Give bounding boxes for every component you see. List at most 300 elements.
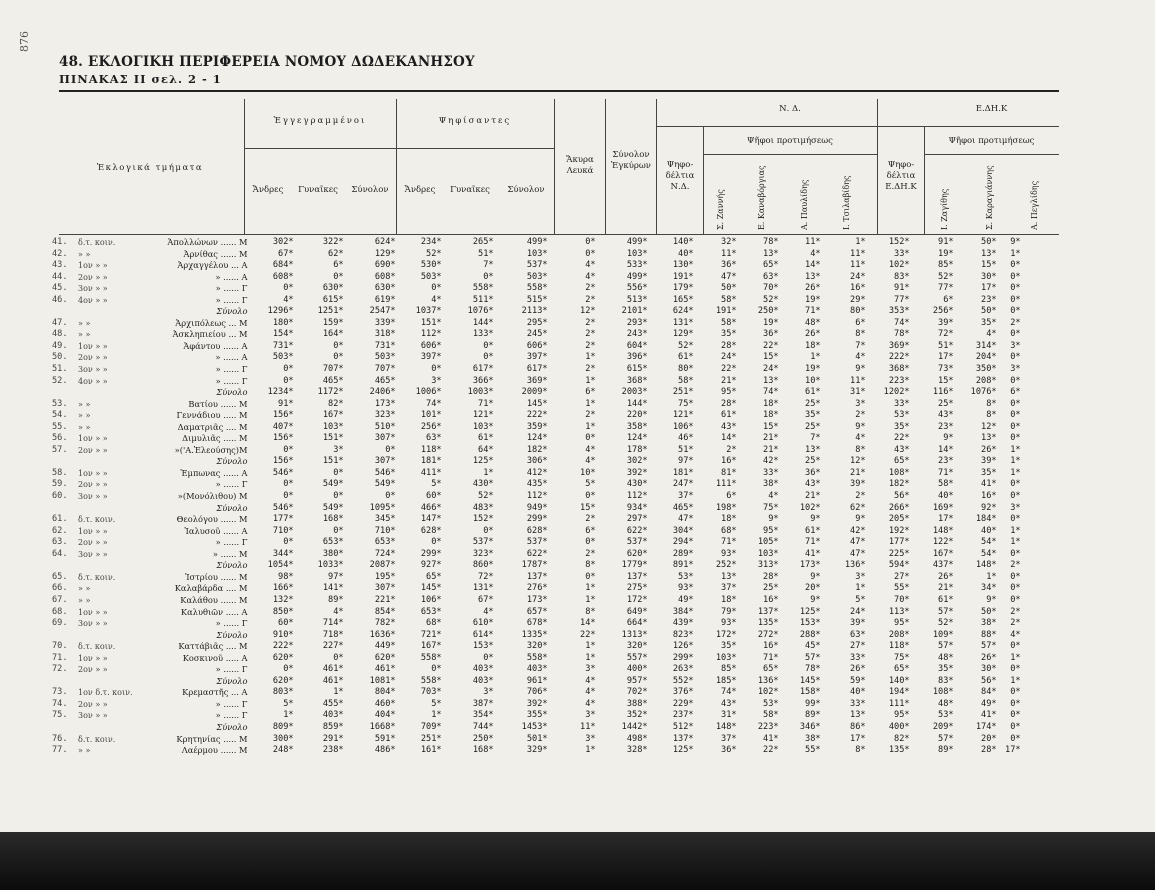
table-row [52, 341, 1021, 353]
row-value: 38* [763, 479, 779, 490]
row-value: 604* [626, 340, 648, 351]
row-value: 782* [374, 618, 396, 629]
row-value: 16* [721, 456, 737, 467]
row-value: 51* [678, 444, 694, 455]
table-row [52, 479, 1021, 491]
row-value: 179* [672, 283, 694, 294]
row-value: 15* [938, 375, 954, 386]
header-sections: Ἐκλογικά τμήματα [96, 163, 204, 173]
row-municipality-type [78, 722, 133, 734]
row-value: 53* [678, 571, 694, 582]
row-value: 38* [805, 733, 821, 744]
table-row [52, 687, 1021, 699]
row-municipality-type: δ.τ. κοιν. [78, 515, 116, 525]
row-value: 83* [894, 271, 910, 282]
row-value: 73* [938, 364, 954, 375]
row-value: 47* [721, 271, 737, 282]
row-value: 46* [678, 433, 694, 444]
row-section-name: Λαέρμου ...... Μ [181, 745, 248, 756]
row-value: 368* [626, 375, 648, 386]
row-value: 664* [626, 618, 648, 629]
row-value: 40* [678, 248, 694, 259]
row-value: 161* [420, 745, 442, 756]
row-value: 21* [805, 491, 821, 502]
header-vot-total: Σύνολον [507, 185, 545, 195]
total-row [52, 560, 1021, 572]
row-value: 37* [721, 733, 737, 744]
row-value: 27* [850, 641, 866, 652]
row-value: 172* [715, 629, 737, 640]
row-value: 27* [894, 571, 910, 582]
row-value: 15* [763, 352, 779, 363]
row-value: 144* [626, 398, 648, 409]
row-value: 322* [322, 237, 344, 247]
row-value: 209* [932, 721, 954, 732]
row-value: 4* [986, 329, 997, 340]
row-value: 180* [272, 317, 294, 328]
row-value: 0* [585, 491, 596, 502]
row-municipality-type: » » [78, 584, 91, 594]
row-value: 0* [483, 271, 494, 282]
row-value: 26* [938, 571, 954, 582]
row-value: 68* [721, 525, 737, 536]
row-value: 52* [763, 294, 779, 305]
row-section-name: Ἀφάντου ...... Α [183, 340, 248, 351]
row-value: 177* [272, 514, 294, 525]
row-value: 95* [763, 525, 779, 536]
row-value: 2547* [369, 306, 396, 317]
row-value: 498* [626, 733, 648, 744]
row-value: 77* [938, 283, 954, 294]
row-value: 28* [981, 745, 997, 756]
row-value: 18* [721, 594, 737, 605]
row-section-name: Δαματριᾶς .... Μ [177, 421, 248, 432]
row-value: 64* [478, 444, 494, 455]
row-section-name: Ἀρχιπόλεως ... Μ [175, 317, 248, 328]
row-value: 24* [850, 271, 866, 282]
row-value: 252* [715, 560, 737, 571]
row-value: 129* [374, 248, 396, 259]
row-value: 2003* [621, 387, 648, 398]
row-value: 156* [272, 456, 294, 467]
row-value: 50* [981, 237, 997, 247]
row-value: 154* [272, 329, 294, 340]
row-value: 71* [478, 398, 494, 409]
row-value: 62* [850, 502, 866, 513]
row-value: 13* [805, 271, 821, 282]
row-value: 1* [333, 687, 344, 698]
row-value: 25* [805, 421, 821, 432]
row-value: 14* [805, 260, 821, 271]
row-value: 152* [472, 514, 494, 525]
row-value: 2* [855, 491, 866, 502]
row-value: 222* [272, 641, 294, 652]
row-value: 29* [850, 294, 866, 305]
row-value: 22* [580, 629, 596, 640]
row-value: 19* [805, 364, 821, 375]
row-value: 43* [938, 410, 954, 421]
row-value: 620* [272, 675, 294, 686]
row-municipality-type: 3ον » » [78, 365, 108, 375]
row-value: 307* [374, 456, 396, 467]
row-value: 8* [855, 444, 866, 455]
row-value: 256* [420, 421, 442, 432]
table-row [52, 318, 1021, 330]
row-value: 13* [805, 444, 821, 455]
row-value: 102* [799, 502, 821, 513]
row-municipality-type: 1ον » » [78, 434, 108, 444]
row-value: 250* [757, 306, 779, 317]
row-value: 11* [850, 375, 866, 386]
row-value: 131* [472, 583, 494, 594]
row-value: 137* [626, 571, 648, 582]
row-value: 31* [850, 387, 866, 398]
row-value: 63* [850, 629, 866, 640]
row-value: 5* [283, 698, 294, 709]
row-value: 2* [585, 364, 596, 375]
row-value: 0* [283, 491, 294, 502]
row-value: 276* [526, 583, 548, 594]
row-value: 164* [322, 329, 344, 340]
row-value: 1* [810, 352, 821, 363]
row-value: 78* [894, 329, 910, 340]
row-value: 148* [975, 560, 997, 571]
row-value: 35* [894, 421, 910, 432]
row-value: 70* [763, 283, 779, 294]
table-row [52, 572, 1021, 584]
row-municipality-type [78, 630, 133, 642]
row-value: 8* [855, 329, 866, 340]
header-valid: Σύνολον Ἐγκύρων [611, 150, 651, 171]
row-value: 103* [715, 652, 737, 663]
row-number: 63. [52, 537, 68, 548]
row-section-name: Σύνολο [216, 629, 248, 640]
row-section-name: Διμυλιᾶς ..... Μ [182, 433, 248, 444]
row-value: 8* [585, 560, 596, 571]
row-value: 558* [472, 283, 494, 294]
row-value: 116* [932, 387, 954, 398]
row-value: 707* [374, 364, 396, 375]
row-value: 388* [626, 698, 648, 709]
row-value: 0* [1010, 594, 1021, 605]
row-value: 65* [763, 664, 779, 675]
row-value: 67* [278, 248, 294, 259]
row-value: 24* [721, 352, 737, 363]
row-value: 141* [322, 583, 344, 594]
row-value: 85* [721, 664, 737, 675]
row-value: 1054* [267, 560, 294, 571]
table-row [52, 364, 1021, 376]
row-value: 14* [721, 433, 737, 444]
row-value: 0* [333, 652, 344, 663]
row-value: 11* [580, 721, 596, 732]
row-value: 208* [888, 629, 910, 640]
row-value: 1251* [317, 306, 344, 317]
row-value: 52* [426, 248, 442, 259]
row-value: 0* [483, 652, 494, 663]
row-value: 57* [938, 733, 954, 744]
row-value: 0* [1010, 375, 1021, 386]
row-value: 1081* [369, 675, 396, 686]
row-value: 657* [526, 606, 548, 617]
row-value: 54* [981, 537, 997, 548]
row-value: 23* [938, 456, 954, 467]
row-value: 92* [981, 502, 997, 513]
row-number: 46. [52, 294, 68, 305]
row-value: 275* [626, 583, 648, 594]
row-value: 98* [278, 571, 294, 582]
row-section-name: » ...... Γ [215, 479, 248, 490]
row-value: 530* [420, 260, 442, 271]
row-value: 2406* [369, 387, 396, 398]
row-value: 61* [678, 352, 694, 363]
row-value: 614* [472, 629, 494, 640]
row-section-name: Σύνολο [216, 306, 248, 317]
header-nd-cand-1: Σ. Ζαννής [716, 189, 725, 230]
row-value: 222* [888, 352, 910, 363]
row-value: 591* [374, 733, 396, 744]
row-value: 3* [585, 733, 596, 744]
row-value: 23* [981, 294, 997, 305]
row-value: 22* [894, 433, 910, 444]
row-value: 21* [763, 444, 779, 455]
total-row [52, 306, 1021, 318]
row-value: 653* [374, 537, 396, 548]
row-municipality-type: » » [78, 318, 91, 328]
row-value: 622* [526, 548, 548, 559]
table-row [52, 445, 1021, 457]
row-municipality-type [78, 306, 133, 318]
row-value: 690* [374, 260, 396, 271]
table-row [52, 549, 1021, 561]
row-value: 724* [374, 548, 396, 559]
row-number: 62. [52, 525, 68, 536]
row-value: 546* [374, 467, 396, 478]
row-number [52, 560, 78, 572]
row-value: 36* [721, 260, 737, 271]
side-page-number: 876 [18, 31, 31, 52]
row-value: 195* [374, 571, 396, 582]
row-value: 63* [426, 433, 442, 444]
row-value: 0* [283, 283, 294, 294]
row-value: 0* [1010, 398, 1021, 409]
row-value: 397* [420, 352, 442, 363]
row-value: 594* [888, 560, 910, 571]
row-value: 546* [272, 502, 294, 513]
row-section-name: Καλαβάρδα .... Μ [174, 583, 248, 594]
row-value: 23* [938, 421, 954, 432]
row-value: 1442* [621, 721, 648, 732]
row-value: 153* [472, 641, 494, 652]
row-section-name: Ἰαλυσοῦ ...... Α [184, 525, 248, 536]
row-value: 61* [805, 525, 821, 536]
row-number: 68. [52, 606, 68, 617]
row-value: 380* [322, 548, 344, 559]
row-value: 2* [585, 329, 596, 340]
row-value: 3* [1010, 364, 1021, 375]
row-value: 71* [805, 306, 821, 317]
row-value: 9* [768, 514, 779, 525]
row-value: 71* [805, 537, 821, 548]
row-number: 61. [52, 514, 68, 525]
row-municipality-type: 1ον » » [78, 261, 108, 271]
header-nd-cand-3: Α. Παυλίδης [800, 179, 809, 230]
row-value: 0* [1010, 698, 1021, 709]
group-rule [703, 154, 877, 155]
row-value: 53* [938, 710, 954, 721]
row-value: 503* [526, 271, 548, 282]
row-number: 74. [52, 698, 68, 709]
row-value: 145* [799, 675, 821, 686]
row-municipality-type: 4ον » » [78, 376, 108, 386]
header-ehk-cand-2: Σ. Καραγιάννης [985, 165, 994, 230]
row-value: 2* [585, 317, 596, 328]
row-municipality-type: δ.τ. κοιν. [78, 734, 116, 744]
row-value: 54* [981, 548, 997, 559]
page-title: 48. ΕΚΛΟΓΙΚΗ ΠΕΡΙΦΕΡΕΙΑ ΝΟΜΟΥ ΔΩΔΕΚΑΝΗΣΟΥ [59, 54, 475, 70]
row-section-name: Σύνολο [216, 560, 248, 571]
row-value: 35* [721, 329, 737, 340]
row-value: 60* [426, 491, 442, 502]
row-value: 121* [672, 410, 694, 421]
row-number: 55. [52, 421, 68, 432]
row-value: 0* [1010, 433, 1021, 444]
row-municipality-type [78, 676, 133, 688]
table-row [52, 664, 1021, 676]
row-value: 9* [855, 421, 866, 432]
row-value: 204* [975, 352, 997, 363]
row-municipality-type [78, 560, 133, 572]
row-value: 537* [526, 537, 548, 548]
row-value: 823* [672, 629, 694, 640]
row-value: 136* [844, 560, 866, 571]
row-value: 0* [385, 444, 396, 455]
row-value: 41* [981, 710, 997, 721]
row-value: 860* [472, 560, 494, 571]
header-reg-men: Ἄνδρες [252, 185, 284, 195]
row-value: 52* [478, 491, 494, 502]
row-municipality-type [78, 503, 133, 515]
row-value: 608* [374, 271, 396, 282]
table-row [52, 283, 1021, 295]
row-municipality-type [78, 456, 133, 468]
row-value: 302* [626, 456, 648, 467]
row-value: 174* [975, 721, 997, 732]
row-value: 352* [626, 710, 648, 721]
row-number: 43. [52, 260, 68, 271]
row-value: 7* [810, 433, 821, 444]
row-municipality-type: 2ον » » [78, 699, 108, 709]
row-value: 113* [888, 606, 910, 617]
row-value: 392* [526, 698, 548, 709]
row-value: 1076* [970, 387, 997, 398]
row-section-name: » ...... Γ [215, 618, 248, 629]
row-value: 22* [721, 364, 737, 375]
total-row [52, 456, 1021, 468]
row-value: 15* [763, 421, 779, 432]
row-value: 93* [678, 583, 694, 594]
row-value: 68* [426, 618, 442, 629]
header-nd-ballots: Ψηφο-δέλτια Ν.Δ. [665, 160, 695, 192]
row-value: 9* [810, 514, 821, 525]
header-registered: Ἐγγεγραμμένοι [273, 116, 367, 126]
row-value: 0* [585, 433, 596, 444]
row-value: 106* [672, 421, 694, 432]
row-value: 74* [763, 387, 779, 398]
row-municipality-type: 3ον » » [78, 284, 108, 294]
table-row [52, 295, 1021, 307]
row-value: 1* [585, 421, 596, 432]
row-section-name: Σύνολο [216, 456, 248, 467]
row-value: 313* [757, 560, 779, 571]
row-value: 460* [374, 698, 396, 709]
row-value: 58* [721, 317, 737, 328]
row-value: 4* [483, 606, 494, 617]
row-value: 245* [526, 329, 548, 340]
row-value: 558* [420, 675, 442, 686]
row-section-name: Κρεμαστῆς ... Α [182, 687, 248, 698]
row-value: 225* [888, 548, 910, 559]
row-value: 19* [763, 317, 779, 328]
row-value: 0* [1010, 260, 1021, 271]
row-value: 103* [626, 248, 648, 259]
row-value: 136* [757, 675, 779, 686]
row-value: 323* [472, 548, 494, 559]
row-municipality-type: » » [78, 411, 91, 421]
row-number: 76. [52, 733, 68, 744]
row-value: 354* [472, 710, 494, 721]
row-value: 557* [626, 652, 648, 663]
row-value: 18* [763, 410, 779, 421]
total-row [52, 387, 1021, 399]
row-value: 26* [981, 652, 997, 663]
row-value: 1* [585, 398, 596, 409]
row-value: 709* [420, 721, 442, 732]
row-section-name: » ...... Γ [215, 664, 248, 675]
table-row [52, 514, 1021, 526]
row-value: 512* [672, 721, 694, 732]
row-value: 376* [672, 687, 694, 698]
row-value: 0* [1010, 329, 1021, 340]
row-value: 30* [981, 271, 997, 282]
row-value: 57* [805, 652, 821, 663]
col-divider [605, 99, 606, 234]
row-number [52, 630, 78, 642]
row-value: 412* [526, 467, 548, 478]
row-value: 6* [333, 260, 344, 271]
row-value: 28* [721, 340, 737, 351]
row-value: 620* [374, 652, 396, 663]
row-value: 159* [322, 317, 344, 328]
total-row [52, 676, 1021, 688]
row-value: 18* [721, 514, 737, 525]
table-row [52, 376, 1021, 388]
row-value: 1* [1010, 467, 1021, 478]
row-value: 58* [678, 375, 694, 386]
row-value: 102* [757, 687, 779, 698]
header-ehk: Ε.ΔΗ.Κ [975, 104, 1008, 114]
row-value: 80* [678, 364, 694, 375]
row-value: 439* [672, 618, 694, 629]
row-value: 17* [981, 283, 997, 294]
row-value: 53* [894, 410, 910, 421]
row-value: 630* [322, 283, 344, 294]
header-nd-pref: Ψῆφοι προτιμήσεως [747, 136, 833, 146]
row-value: 1* [585, 652, 596, 663]
row-value: 8* [855, 745, 866, 756]
row-value: 144* [472, 317, 494, 328]
row-value: 124* [526, 433, 548, 444]
